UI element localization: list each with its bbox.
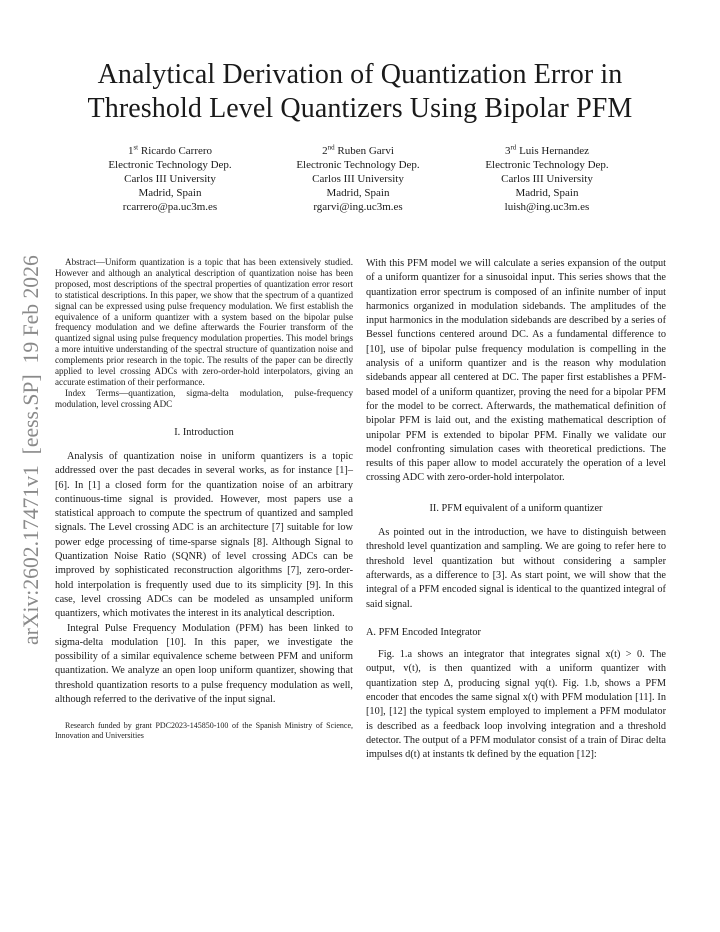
title-line-2: Threshold Level Quantizers Using Bipolar PFM xyxy=(87,93,633,124)
section-heading-introduction: I. Introduction xyxy=(174,426,234,438)
arxiv-id-text: arXiv:2602.17471v1 [eess.SP] 19 Feb 2026 xyxy=(19,255,43,645)
author-email: rgarvi@ing.uc3m.es xyxy=(313,201,403,213)
author-email: rcarrero@pa.uc3m.es xyxy=(122,201,218,213)
subsection-heading-pfm-integrator: A. PFM Encoded Integrator xyxy=(366,626,481,638)
author-university: Carlos III University xyxy=(312,173,404,185)
right-column xyxy=(366,257,666,763)
intro-paragraph-1: Analysis of quantization noise in uniform quantizers is a topic addressed over the past decades in several works, as for instance [1]–[6]. In [1] a closed form for the quantization noise of an arbitrary continuous-time signal is provided. However, most papers use a statistical approach to compute the spectrum of quantized and sampled signals. The Level crossing ADC is an architecture [7] suitable for low power edge processing of time-sparse signals [8]. Although Signal to Quantization Noise Ratio (SQNR) of level crossing ADCs can be improved by sophisticated reconstruction algorithms [7], zero-order-hold interpolation is frequently used due to its simplicity [9]. In this case, level crossing ADCs can be modeled as unsampled uniform quantizers, which motivates the interest in its analytical description. xyxy=(55,450,353,620)
author-block-2 xyxy=(273,144,443,214)
author-name: 3rd Luis Hernandez xyxy=(504,143,590,157)
author-university: Carlos III University xyxy=(501,173,593,185)
section-heading-pfm-equivalent: II. PFM equivalent of a uniform quantizer xyxy=(429,502,603,514)
section2-paragraph-1: As pointed out in the introduction, we have to distinguish between threshold level quantization and sampling. We are going to refer here to threshold level quantization but without considering a sampler afterwards, as a difference to [3]. As start point, we will show that the integral of a PFM encoded signal is identical to the quantized integral of said signal. xyxy=(366,527,666,610)
author-university: Carlos III University xyxy=(124,173,216,185)
subsection-a-paragraph-1: Fig. 1.a shows an integrator that integrates signal x(t) > 0. The output, v(t), is then quantized with a uniform quantizer with quantization step Δ, producing signal yq(t). Fig. 1.b, shows a PFM encoder that encodes the same signal x(t) with PFM modulation [11]. In [10], [12] the typical system employed to implement a PFM modulator is described as a feedback loop involving integration and a threshold detector. The output of a PFM modulator consist of a train of Dirac delta impulses d(t) at instants tk defined by the equation [12]: xyxy=(366,649,666,761)
index-terms: Index Terms—quantization, sigma-delta modulation, pulse-frequency modulation, level crossing ADC xyxy=(55,387,353,409)
author-city: Madrid, Spain xyxy=(515,187,579,199)
author-city: Madrid, Spain xyxy=(326,187,390,199)
funding-footnote: Research funded by grant PDC2023-145850-100 of the Spanish Ministry of Science, Innovation and Universities xyxy=(55,721,353,741)
author-dept: Electronic Technology Dep. xyxy=(485,159,609,171)
title-line-1: Analytical Derivation of Quantization Error in xyxy=(97,59,623,90)
author-block-3 xyxy=(462,144,632,214)
paper-title xyxy=(40,58,680,126)
intro-paragraph-3: With this PFM model we will calculate a series expansion of the output of a uniform quantizer for a sinusoidal input. This series shows that the quantization error spectrum is composed of an infinite number of input harmonics organized in modulation sidebands. The amplitudes of the input harmonics in the modulation sidebands are described by a series of Bessel functions centered around DC. As a fundamental difference to [10], use of bipolar pulse frequency modulation is compelling in the analysis of a uniform quantizer and is the reason why modulation sidebands appear all centered at DC. The paper first establishes a PFM-based model of a uniform quantizer, proving the need for a bipolar PFM for the model to be correct. Afterwards, the mathematical definition of bipolar PFM is laid out, and the existing mathematical description of unipolar PFM is extended to bipolar PFM. Finally we validate our model confronting simulation cases with theoretical predictions. The results of this paper allow to model accurately the operation of a level crossing ADC with zero-order-hold interpolator. xyxy=(366,258,666,484)
intro-paragraph-2: Integral Pulse Frequency Modulation (PFM) has been linked to sigma-delta modulation [10]. In this paper, we investigate the possibility of a similar equivalence scheme between PFM and uniform quantization. We analyze an open loop uniform quantizer, showing that threshold quantization resorts to a pulse frequency modulation as well, although referred to the derivative of the input signal. xyxy=(55,622,353,706)
author-dept: Electronic Technology Dep. xyxy=(296,159,420,171)
arxiv-identifier-stamp xyxy=(6,250,50,650)
author-name: 2nd Ruben Garvi xyxy=(322,143,394,157)
author-dept: Electronic Technology Dep. xyxy=(108,159,232,171)
author-name: 1st Ricardo Carrero xyxy=(127,143,213,157)
author-block-1 xyxy=(85,144,255,214)
left-column xyxy=(55,257,353,741)
author-email: luish@ing.uc3m.es xyxy=(504,201,590,213)
author-city: Madrid, Spain xyxy=(138,187,202,199)
abstract: Abstract—Uniform quantization is a topic that has been extensively studied. However and although an analytical description of quantization noise has been proposed, most descriptions of the spectral properties of quantization error resort to statistical descriptions. In this paper, we show that the spectrum of a quantized signal can be expressed using pulse frequency modulation. We first establish the equivalence of a uniform quantizer with a system based on the bipolar pulse frequency modulation and we define afterwards the Fourier transform of the quantized signal using pulse frequency modulation properties. This model brings a more intuitive understanding of the spectral structure of quantization noise and complements prior research in the topic. The results of the paper can be directly applied to level crossing ADCs with zero-order-hold interpolators, giving an accurate estimation of their performance. xyxy=(55,257,353,387)
